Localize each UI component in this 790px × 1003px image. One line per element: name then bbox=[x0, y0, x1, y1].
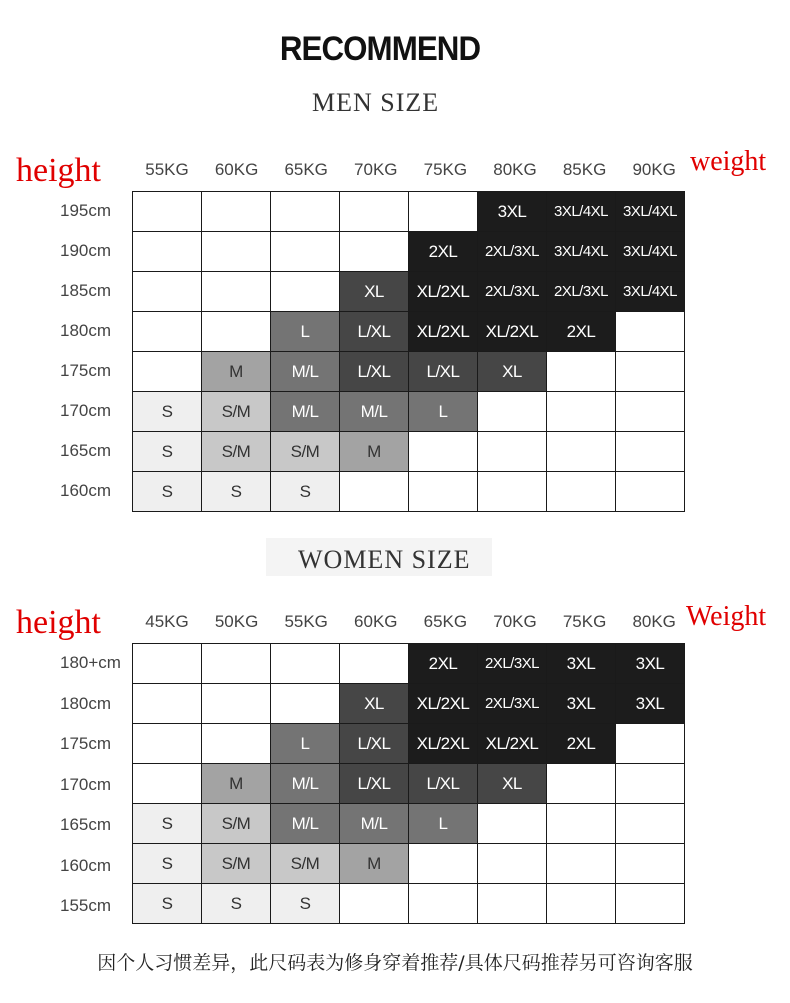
size-cell bbox=[616, 884, 685, 924]
size-cell: 2XL bbox=[547, 312, 616, 352]
table-row bbox=[133, 392, 685, 432]
size-cell bbox=[547, 844, 616, 884]
size-cell: 3XL bbox=[547, 684, 616, 724]
men-weight-header: 60KG bbox=[214, 160, 259, 179]
size-cell bbox=[340, 884, 409, 924]
size-cell: S/M bbox=[202, 392, 271, 432]
page-title: RECOMMEND bbox=[279, 30, 481, 68]
women-weight-header: 45KG bbox=[145, 612, 189, 631]
men-weight-header: 85KG bbox=[562, 160, 607, 179]
size-cell: 2XL bbox=[547, 724, 616, 764]
size-cell bbox=[340, 232, 409, 272]
size-cell: XL bbox=[340, 272, 409, 312]
size-cell bbox=[616, 472, 685, 512]
size-cell bbox=[478, 432, 547, 472]
size-cell bbox=[409, 884, 478, 924]
men-size-subtitle: MEN SIZE bbox=[312, 88, 440, 117]
size-cell bbox=[409, 432, 478, 472]
size-cell: 2XL/3XL bbox=[478, 272, 547, 312]
table-row bbox=[133, 684, 685, 724]
size-cell bbox=[202, 192, 271, 232]
size-cell: L/XL bbox=[340, 724, 409, 764]
size-cell bbox=[133, 192, 202, 232]
women-weight-header: 55KG bbox=[284, 612, 328, 631]
size-cell: S/M bbox=[202, 432, 271, 472]
size-cell bbox=[202, 272, 271, 312]
size-cell: 2XL bbox=[409, 644, 478, 684]
size-cell bbox=[547, 764, 616, 804]
size-cell: M bbox=[340, 844, 409, 884]
size-cell: M/L bbox=[340, 804, 409, 844]
size-cell: 2XL/3XL bbox=[478, 684, 547, 724]
size-cell bbox=[409, 844, 478, 884]
table-row bbox=[133, 272, 685, 312]
size-cell bbox=[616, 432, 685, 472]
size-cell bbox=[271, 272, 340, 312]
women-weight-header: 60KG bbox=[354, 612, 398, 631]
size-cell: L bbox=[409, 392, 478, 432]
men-height-header: 175cm bbox=[60, 361, 112, 380]
table-row bbox=[133, 724, 685, 764]
size-cell bbox=[202, 644, 271, 684]
size-cell: S/M bbox=[202, 804, 271, 844]
size-cell bbox=[616, 352, 685, 392]
size-cell: 3XL/4XL bbox=[616, 232, 685, 272]
size-cell bbox=[616, 844, 685, 884]
size-cell: S bbox=[202, 472, 271, 512]
size-cell: M bbox=[202, 764, 271, 804]
size-cell: S bbox=[133, 804, 202, 844]
size-cell bbox=[340, 472, 409, 512]
size-cell: 3XL/4XL bbox=[547, 192, 616, 232]
table-row bbox=[133, 352, 685, 392]
size-cell: M/L bbox=[271, 352, 340, 392]
size-cell: L/XL bbox=[340, 312, 409, 352]
size-cell: 2XL/3XL bbox=[478, 232, 547, 272]
size-cell bbox=[271, 232, 340, 272]
size-cell bbox=[133, 684, 202, 724]
size-cell bbox=[271, 644, 340, 684]
size-cell: M bbox=[340, 432, 409, 472]
size-cell bbox=[133, 724, 202, 764]
size-cell: L bbox=[271, 724, 340, 764]
size-cell: M/L bbox=[271, 392, 340, 432]
men-weight-header: 90KG bbox=[632, 160, 676, 179]
size-cell bbox=[133, 272, 202, 312]
size-cell: XL/2XL bbox=[409, 272, 478, 312]
size-cell: 3XL/4XL bbox=[547, 232, 616, 272]
women-height-header: 180cm bbox=[60, 693, 112, 713]
size-cell bbox=[202, 724, 271, 764]
size-cell bbox=[547, 432, 616, 472]
women-weight-header: 65KG bbox=[423, 612, 468, 631]
size-cell: S bbox=[133, 432, 202, 472]
women-size-table bbox=[132, 643, 685, 924]
table-row bbox=[133, 844, 685, 884]
size-cell: S bbox=[271, 884, 340, 924]
men-weight-header: 80KG bbox=[493, 160, 537, 179]
size-cell bbox=[547, 392, 616, 432]
size-cell bbox=[133, 764, 202, 804]
size-cell: S/M bbox=[271, 844, 340, 884]
table-row bbox=[133, 192, 685, 232]
table-row bbox=[133, 432, 685, 472]
women-weight-header: 75KG bbox=[562, 612, 607, 631]
size-cell bbox=[547, 884, 616, 924]
size-cell bbox=[409, 472, 478, 512]
size-cell bbox=[616, 804, 685, 844]
table-row bbox=[133, 804, 685, 844]
size-cell: XL/2XL bbox=[478, 724, 547, 764]
size-cell bbox=[202, 232, 271, 272]
women-height-header: 180+cm bbox=[60, 653, 121, 672]
size-cell bbox=[409, 192, 478, 232]
women-height-header: 170cm bbox=[60, 774, 112, 794]
size-cell: XL/2XL bbox=[478, 312, 547, 352]
size-cell bbox=[547, 804, 616, 844]
men-height-header: 180cm bbox=[60, 321, 112, 340]
size-cell: XL bbox=[478, 352, 547, 392]
size-cell bbox=[547, 472, 616, 512]
men-height-header: 165cm bbox=[60, 441, 112, 460]
size-cell: L/XL bbox=[409, 352, 478, 392]
size-cell bbox=[133, 644, 202, 684]
women-height-header: 155cm bbox=[60, 896, 112, 915]
men-weight-header: 75KG bbox=[423, 160, 468, 179]
size-cell: XL/2XL bbox=[409, 724, 478, 764]
men-height-header: 170cm bbox=[60, 401, 112, 420]
size-cell bbox=[616, 724, 685, 764]
size-cell: 3XL bbox=[478, 192, 547, 232]
size-cell: S bbox=[202, 884, 271, 924]
size-cell: M/L bbox=[271, 764, 340, 804]
size-cell: L/XL bbox=[409, 764, 478, 804]
size-cell: 2XL/3XL bbox=[478, 644, 547, 684]
women-height-header: 160cm bbox=[60, 855, 112, 875]
men-weight-header: 65KG bbox=[284, 160, 328, 179]
size-cell: M/L bbox=[271, 804, 340, 844]
size-cell: 3XL bbox=[547, 644, 616, 684]
size-cell: 3XL bbox=[616, 644, 685, 684]
footer-note: 因个人习惯差异，此尺码表为修身穿着推荐/具体尺码推荐另可咨询客服 bbox=[97, 952, 693, 974]
size-cell: S bbox=[133, 472, 202, 512]
size-cell: XL bbox=[478, 764, 547, 804]
size-cell: S bbox=[133, 884, 202, 924]
table-row bbox=[133, 472, 685, 512]
size-cell bbox=[478, 392, 547, 432]
men-weight-axis-label: weight bbox=[690, 146, 767, 177]
size-cell: S bbox=[271, 472, 340, 512]
size-cell bbox=[340, 192, 409, 232]
women-weight-header: 50KG bbox=[214, 612, 259, 631]
men-height-header: 160cm bbox=[60, 481, 112, 500]
size-cell bbox=[271, 684, 340, 724]
size-cell bbox=[478, 884, 547, 924]
size-cell: L bbox=[409, 804, 478, 844]
size-cell bbox=[133, 352, 202, 392]
table-row bbox=[133, 232, 685, 272]
size-cell: S/M bbox=[202, 844, 271, 884]
size-cell bbox=[616, 764, 685, 804]
table-row bbox=[133, 312, 685, 352]
women-size-subtitle: WOMEN SIZE bbox=[298, 545, 471, 574]
women-height-axis-label: height bbox=[16, 604, 101, 641]
women-weight-header: 80KG bbox=[632, 612, 676, 631]
size-cell: 2XL/3XL bbox=[547, 272, 616, 312]
size-cell: M bbox=[202, 352, 271, 392]
size-cell bbox=[478, 804, 547, 844]
men-weight-header: 55KG bbox=[145, 160, 189, 179]
men-weight-header: 70KG bbox=[354, 160, 398, 179]
men-height-header: 195cm bbox=[60, 201, 112, 220]
size-cell bbox=[133, 312, 202, 352]
size-cell bbox=[271, 192, 340, 232]
table-row bbox=[133, 764, 685, 804]
size-cell: 3XL bbox=[616, 684, 685, 724]
size-cell bbox=[202, 312, 271, 352]
size-cell: 3XL/4XL bbox=[616, 272, 685, 312]
women-height-header: 165cm bbox=[60, 815, 112, 834]
size-cell: XL bbox=[340, 684, 409, 724]
men-size-table bbox=[132, 191, 685, 512]
size-cell: S/M bbox=[271, 432, 340, 472]
size-cell: L/XL bbox=[340, 764, 409, 804]
size-cell bbox=[340, 644, 409, 684]
size-cell: S bbox=[133, 844, 202, 884]
size-cell bbox=[133, 232, 202, 272]
size-cell bbox=[478, 472, 547, 512]
men-height-header: 185cm bbox=[60, 281, 112, 300]
women-weight-header: 70KG bbox=[493, 612, 537, 631]
size-cell: XL/2XL bbox=[409, 312, 478, 352]
size-cell: 2XL bbox=[409, 232, 478, 272]
size-cell: 3XL/4XL bbox=[616, 192, 685, 232]
size-cell bbox=[478, 844, 547, 884]
size-cell bbox=[616, 392, 685, 432]
table-row bbox=[133, 884, 685, 924]
size-cell: M/L bbox=[340, 392, 409, 432]
size-cell: L bbox=[271, 312, 340, 352]
table-row bbox=[133, 644, 685, 684]
women-height-header: 175cm bbox=[60, 734, 112, 753]
men-height-axis-label: height bbox=[16, 152, 101, 189]
size-cell bbox=[547, 352, 616, 392]
size-cell: S bbox=[133, 392, 202, 432]
size-cell: L/XL bbox=[340, 352, 409, 392]
men-height-header: 190cm bbox=[60, 241, 112, 260]
size-cell bbox=[616, 312, 685, 352]
size-cell: XL/2XL bbox=[409, 684, 478, 724]
size-cell bbox=[202, 684, 271, 724]
women-weight-axis-label: Weight bbox=[686, 601, 767, 632]
